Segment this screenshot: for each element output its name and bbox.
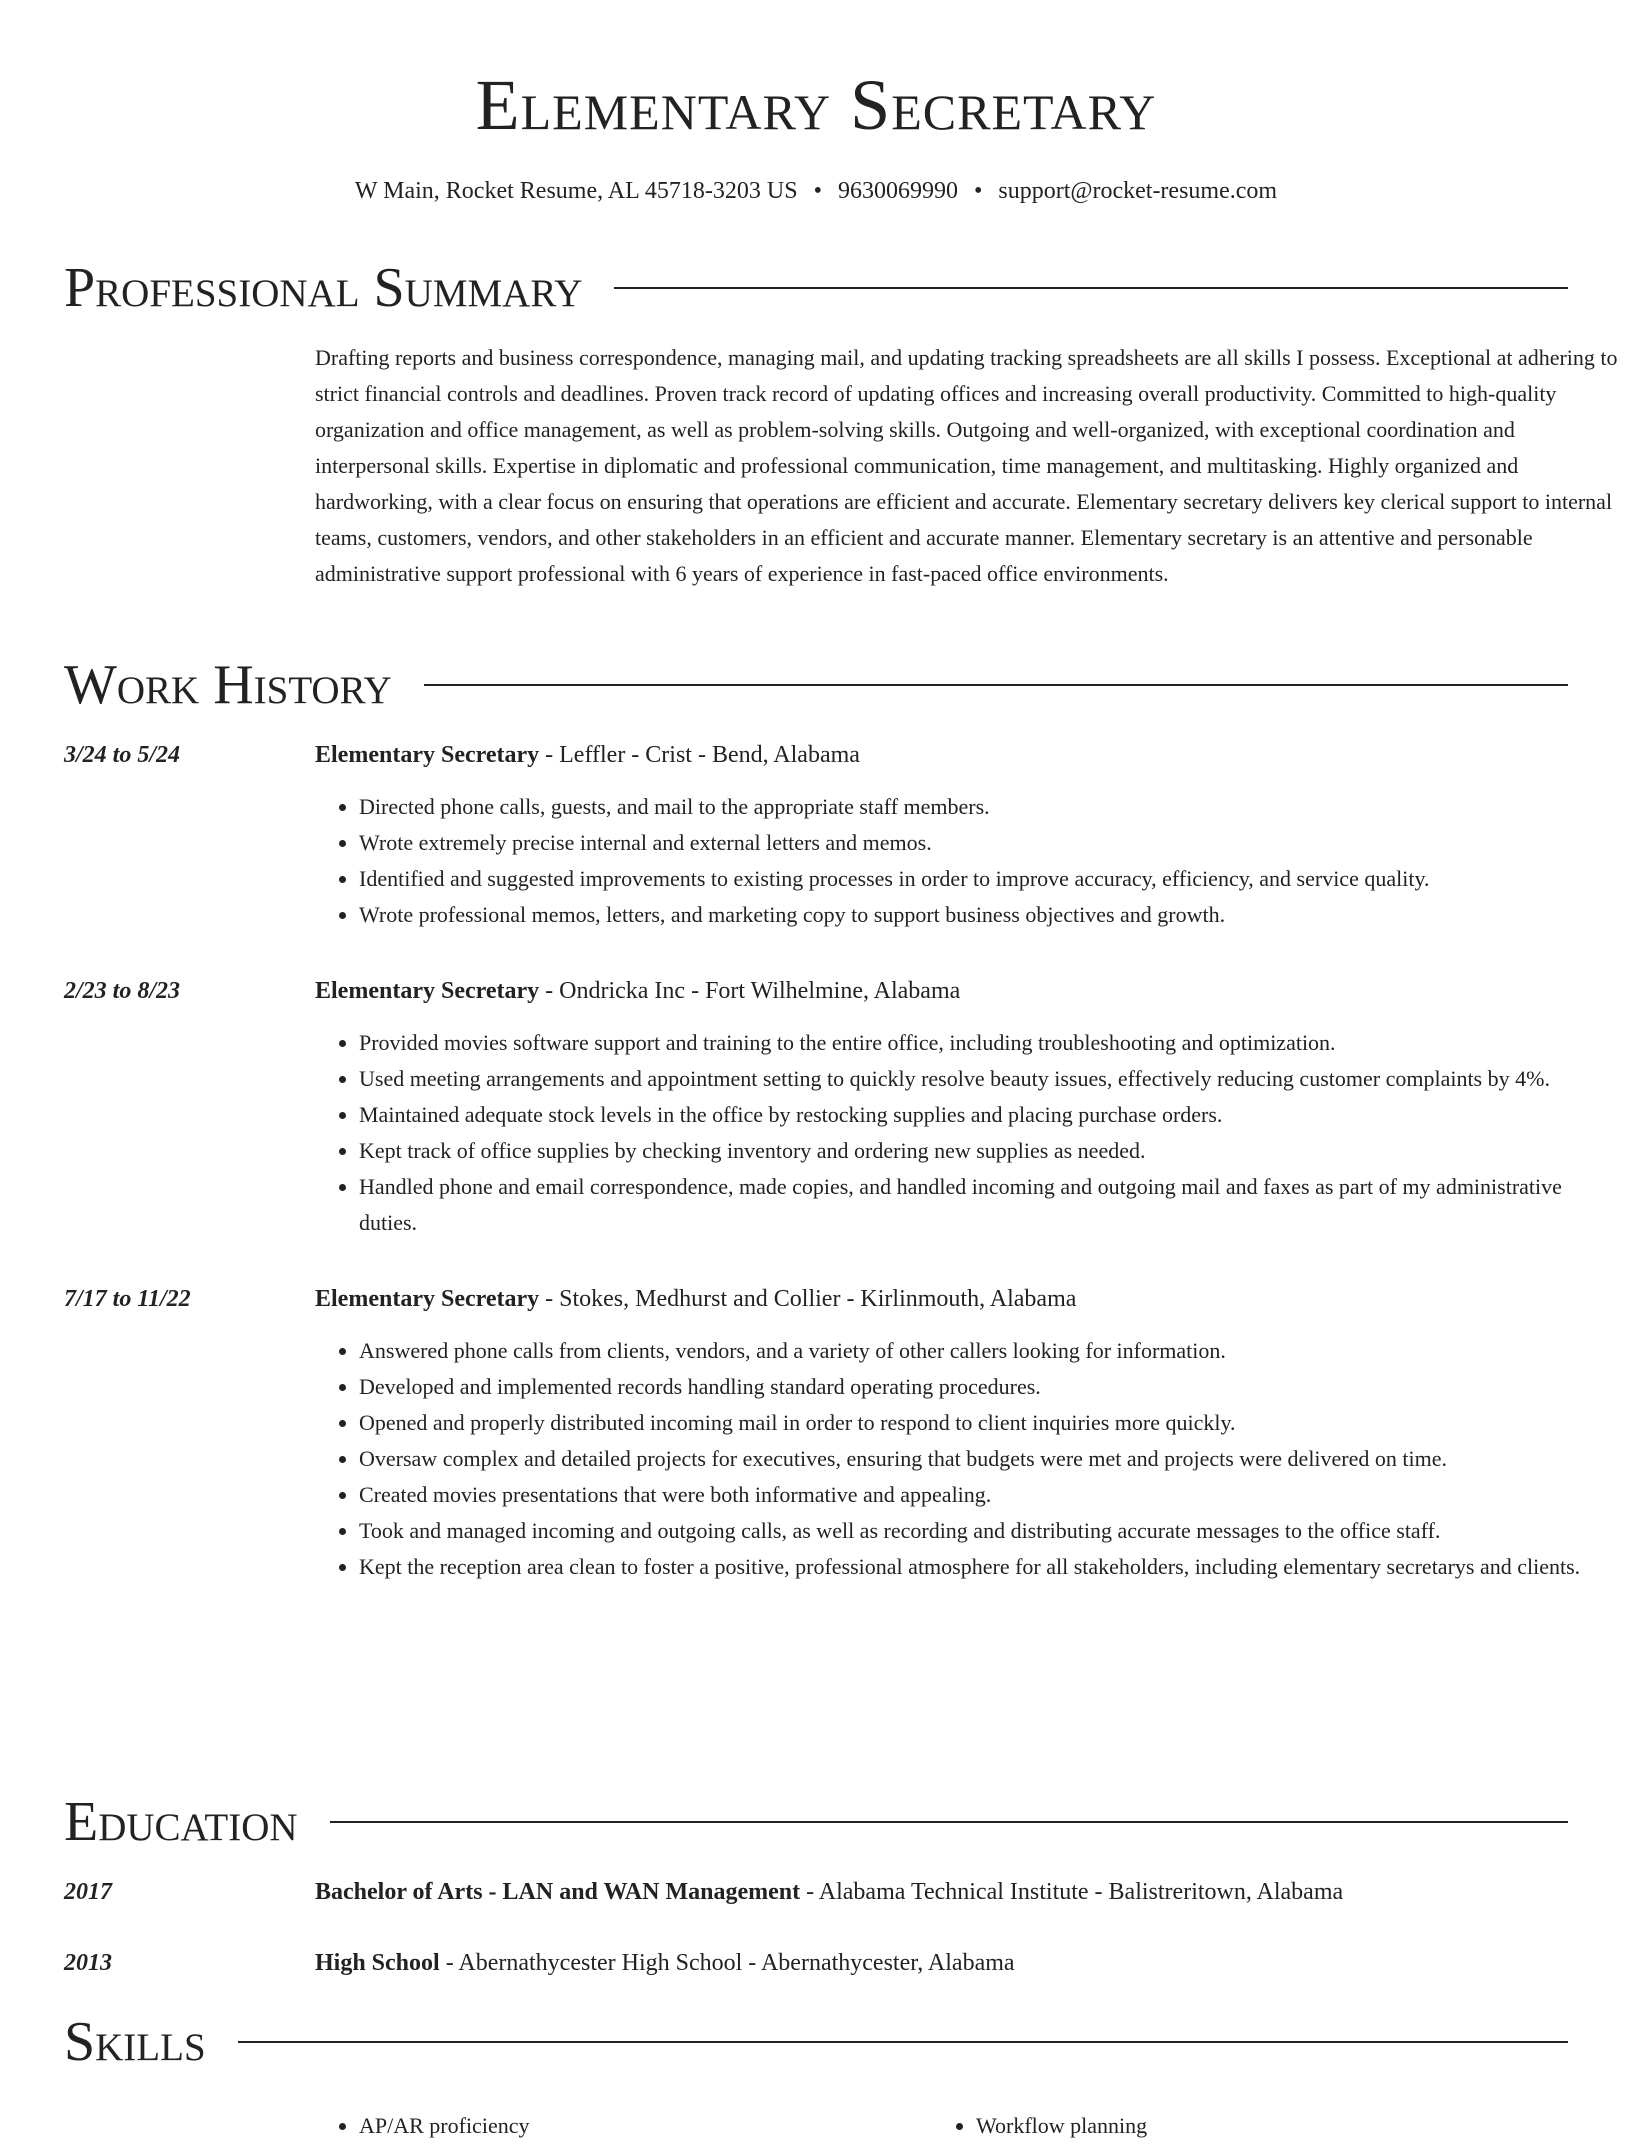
education-body bbox=[315, 1945, 1620, 1981]
job-body bbox=[315, 737, 1620, 933]
section-title: Professional Summary bbox=[64, 257, 583, 319]
section-divider bbox=[424, 684, 1568, 686]
contact-phone: 9630069990 bbox=[837, 178, 958, 204]
job-employer: - Ondricka Inc - Fort Wilhelmine, Alabama bbox=[539, 978, 961, 1004]
section-divider bbox=[238, 2041, 1568, 2043]
job-title-line bbox=[315, 737, 1620, 773]
education-entry bbox=[64, 1945, 1568, 1981]
job-title-line bbox=[315, 973, 1620, 1009]
job-bullet: • Developed and implemented records handling standard operating procedures. bbox=[359, 1369, 1620, 1405]
job-bullet: • Maintained adequate stock levels in the office by restocking supplies and placing purchase orders. bbox=[359, 1097, 1620, 1133]
job-entry bbox=[64, 1281, 1581, 1585]
job-entry bbox=[64, 973, 1568, 1241]
skills-section bbox=[64, 2010, 1568, 2144]
section-title: Work History bbox=[64, 654, 392, 716]
education-year: 2017 bbox=[64, 1879, 112, 1905]
education-section bbox=[64, 1790, 1568, 1981]
summary-section bbox=[64, 256, 1618, 592]
job-bullet: • Wrote extremely precise internal and external letters and memos. bbox=[359, 825, 1620, 861]
section-divider bbox=[614, 287, 1568, 289]
contact-line bbox=[0, 174, 1632, 208]
education-line bbox=[315, 1874, 1620, 1910]
job-body bbox=[315, 1281, 1620, 1585]
skills-list bbox=[932, 2108, 1549, 2144]
contact-separator: • bbox=[973, 178, 983, 204]
section-divider bbox=[330, 1821, 1568, 1823]
job-employer: - Leffler - Crist - Bend, Alabama bbox=[539, 742, 860, 768]
job-bullet: • Directed phone calls, guests, and mail to the appropriate staff members. bbox=[359, 789, 1620, 825]
job-bullet: • Opened and properly distributed incoming mail in order to respond to client inquiries more quickly. bbox=[359, 1405, 1620, 1441]
education-entry bbox=[64, 1874, 1568, 1910]
job-bullet: • Oversaw complex and detailed projects for executives, ensuring that budgets were met and projects were delivered on time. bbox=[359, 1441, 1620, 1477]
job-dates: 3/24 to 5/24 bbox=[64, 742, 181, 768]
skills-list bbox=[315, 2108, 932, 2144]
job-bullet: • Wrote professional memos, letters, and marketing copy to support business objectives and growth. bbox=[359, 897, 1620, 933]
section-header bbox=[64, 1790, 1568, 1854]
job-bullet: • Took and managed incoming and outgoing calls, as well as recording and distributing accurate messages to the office staff. bbox=[359, 1513, 1620, 1549]
skills-column-right bbox=[932, 2108, 1549, 2144]
job-bullet: • Created movies presentations that were both informative and appealing. bbox=[359, 1477, 1620, 1513]
section-header bbox=[64, 256, 1568, 320]
job-dates: 7/17 to 11/22 bbox=[64, 1286, 191, 1312]
job-bullet: • Identified and suggested improvements to existing processes in order to improve accuracy, efficiency, and service quality. bbox=[359, 861, 1620, 897]
contact-email: support@rocket-resume.com bbox=[998, 178, 1278, 204]
education-body bbox=[315, 1874, 1620, 1910]
job-dates: 2/23 to 8/23 bbox=[64, 978, 181, 1004]
job-employer: - Stokes, Medhurst and Collier - Kirlinmouth, Alabama bbox=[539, 1286, 1077, 1312]
job-bullet: • Answered phone calls from clients, vendors, and a variety of other callers looking for information. bbox=[359, 1333, 1620, 1369]
skill-item: • AP/AR proficiency bbox=[359, 2108, 932, 2144]
summary-text: Drafting reports and business correspondence, managing mail, and updating tracking spreadsheets are all skills I possess. Exceptional at adhering to strict financial controls and deadlines. Proven track record of updating offices and increasing overall productivity. Committed to high-quality organization and office management, as well as problem-solving skills. Outgoing and well-organized, with exceptional coordination and interpersonal skills. Expertise in diplomatic and professional communication, time management, and multitasking. Highly organized and hardworking, with a clear focus on ensuring that operations are efficient and accurate. Elementary secretary delivers key clerical support to internal teams, customers, vendors, and other stakeholders in an efficient and accurate manner. Elementary secretary is an attentive and personable administrative support professional with 6 years of experience in fast-paced office environments. bbox=[315, 345, 1618, 586]
job-bullet: • Handled phone and email correspondence, made copies, and handled incoming and outgoing mail and faxes as part of my administrative duties. bbox=[359, 1169, 1620, 1241]
skills-column-left bbox=[315, 2108, 932, 2144]
skills-columns bbox=[315, 2108, 1620, 2144]
section-header bbox=[64, 653, 1568, 717]
section-title: Education bbox=[64, 1791, 298, 1853]
candidate-name: Elementary Secretary bbox=[475, 65, 1157, 145]
contact-separator: • bbox=[813, 178, 822, 204]
education-school: - Alabama Technical Institute - Balistreritown, Alabama bbox=[800, 1879, 1344, 1905]
education-year: 2013 bbox=[64, 1950, 112, 1976]
job-bullets bbox=[315, 1333, 1620, 1585]
education-line bbox=[315, 1945, 1620, 1981]
education-degree: High School bbox=[315, 1950, 440, 1976]
education-list bbox=[64, 1874, 1568, 1981]
job-entry bbox=[64, 737, 1568, 933]
education-school: - Abernathycester High School - Abernathycester, Alabama bbox=[439, 1950, 1015, 1976]
resume-header bbox=[0, 0, 1632, 208]
job-bullet: • Kept track of office supplies by checking inventory and ordering new supplies as needed. bbox=[359, 1133, 1620, 1169]
job-list bbox=[64, 737, 1581, 1585]
contact-address: W Main, Rocket Resume, AL 45718-3203 US bbox=[354, 178, 798, 204]
education-degree: Bachelor of Arts - LAN and WAN Management bbox=[315, 1879, 801, 1905]
section-title: Skills bbox=[64, 2011, 206, 2073]
job-bullet: • Used meeting arrangements and appointment setting to quickly resolve beauty issues, effectively reducing customer complaints by 4%. bbox=[359, 1061, 1620, 1097]
job-position: Elementary Secretary bbox=[315, 1286, 540, 1312]
job-bullets bbox=[315, 789, 1620, 933]
job-bullet: • Kept the reception area clean to foster a positive, professional atmosphere for all stakeholders, including elementary secretarys and clients. bbox=[359, 1549, 1620, 1585]
job-bullets bbox=[315, 1025, 1620, 1241]
job-bullet: • Provided movies software support and training to the entire office, including troubleshooting and optimization. bbox=[359, 1025, 1620, 1061]
work-history-section bbox=[64, 653, 1581, 1585]
job-body bbox=[315, 973, 1620, 1241]
job-position: Elementary Secretary bbox=[315, 742, 540, 768]
section-header bbox=[64, 2010, 1568, 2074]
job-position: Elementary Secretary bbox=[315, 978, 540, 1004]
job-title-line bbox=[315, 1281, 1620, 1317]
skill-item: • Workflow planning bbox=[976, 2108, 1549, 2144]
